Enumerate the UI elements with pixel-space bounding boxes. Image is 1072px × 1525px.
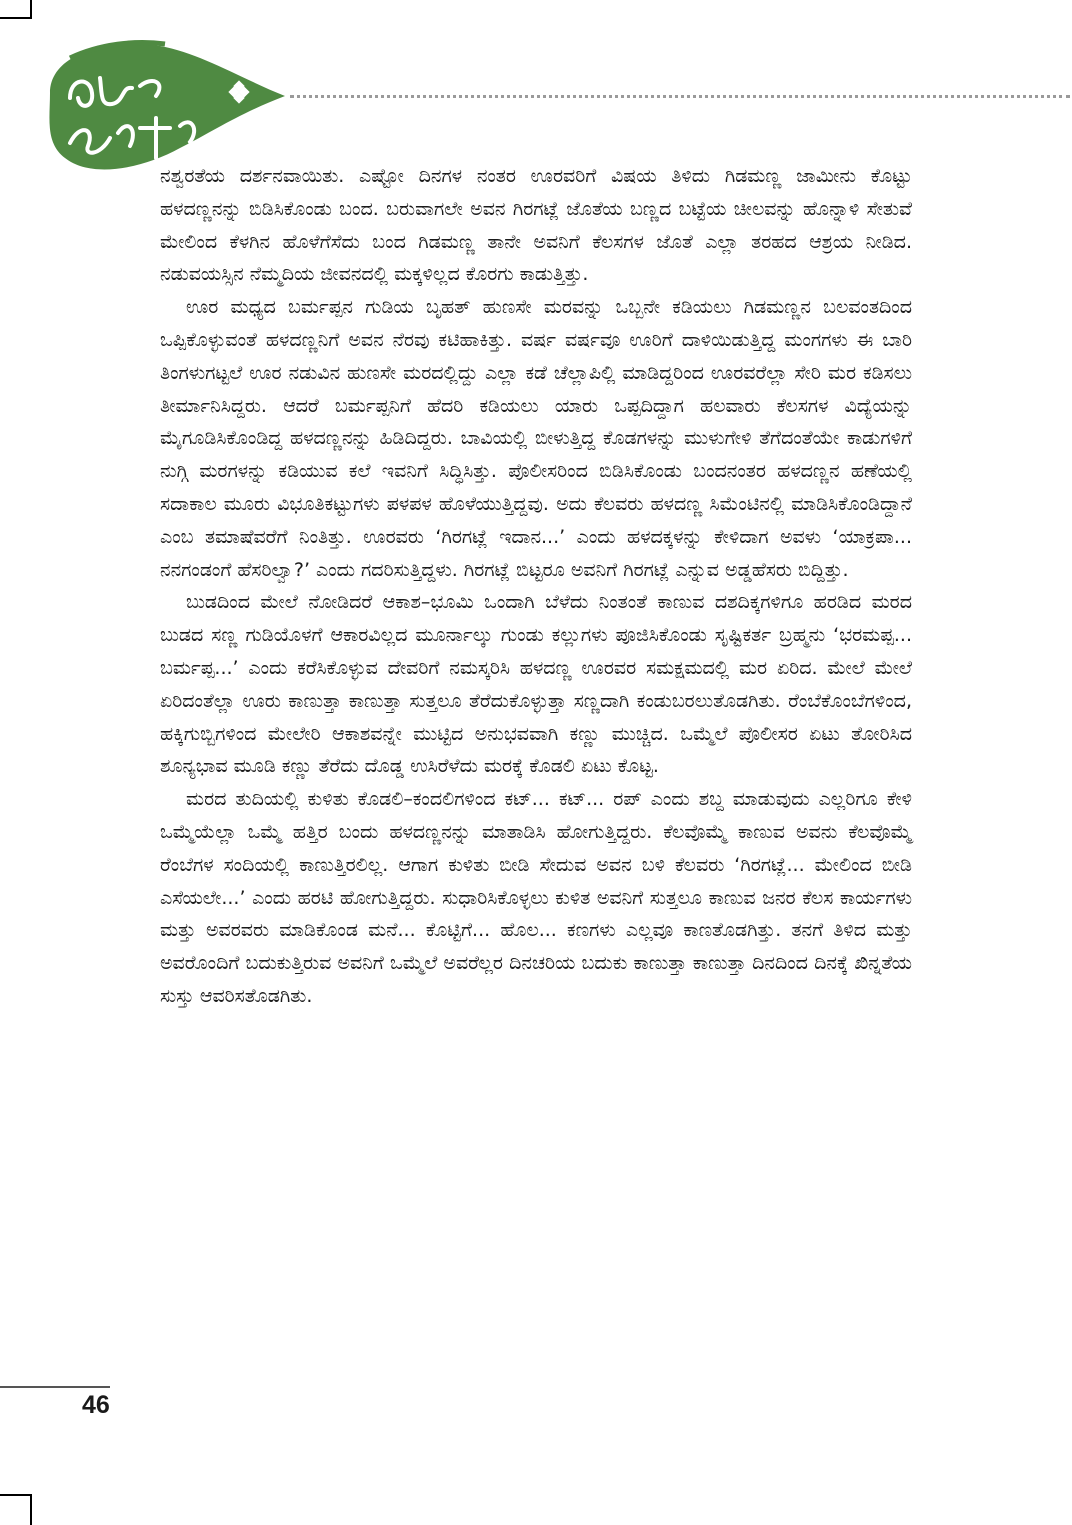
crop-mark-bottom-left-vertical bbox=[30, 1494, 32, 1525]
story-paragraph: ಮರದ ತುದಿಯಲ್ಲಿ ಕುಳಿತು ಕೊಡಲಿ–ಕಂದಲಿಗಳಿಂದ ಕಟ್... ಕಟ್... ರಪ್ ಎಂದು ಶಬ್ದ ಮಾಡುವುದು ಎಲ್ಲರಿಗೂ ಕೇಳಿ ಒಮ್ಮೆಯೆಲ್ಲಾ ಒಮ್ಮೆ ಹತ್ತಿರ ಬಂದು ಹಳದಣ್ಣನನ್ನು ಮಾತಾಡಿಸಿ ಹೋಗುತ್ತಿದ್ದರು. ಕೆಲವೊಮ್ಮೆ ಕಾಣುವ ಅವನು ಕೆಲವೊಮ್ಮೆ ರೆಂಬೆಗಳ ಸಂದಿಯಲ್ಲಿ ಕಾಣುತ್ತಿರಲಿಲ್ಲ. ಆಗಾಗ ಕುಳಿತು ಬೀಡಿ ಸೇದುವ ಅವನ ಬಳಿ ಕೆಲವರು ‘ಗಿರಗಟ್ಲೆ... ಮೇಲಿಂದ ಬೀಡಿ ಎಸೆಯಲೇ...’ ಎಂದು ಹರಟಿ ಹೋಗುತ್ತಿದ್ದರು. ಸುಧಾರಿಸಿಕೊಳ್ಳಲು ಕುಳಿತ ಅವನಿಗೆ ಸುತ್ತಲೂ ಕಾಣುವ ಜನರ ಕೆಲಸ ಕಾರ್ಯಗಳು ಮತ್ತು ಅವರವರು ಮಾಡಿಕೊಂಡ ಮನೆ... ಕೊಟ್ಟಿಗೆ... ಹೊಲ... ಕಣಗಳು ಎಲ್ಲವೂ ಕಾಣತೊಡಗಿತ್ತು. ತನಗೆ ತಿಳಿದ ಮತ್ತು ಅವರೊಂದಿಗೆ ಬದುಕುತ್ತಿರುವ ಅವನಿಗೆ ಒಮ್ಮೆಲೆ ಅವರೆಲ್ಲರ ದಿನಚರಿಯ ಬದುಕು ಕಾಣುತ್ತಾ ಕಾಣುತ್ತಾ ದಿನದಿಂದ ದಿನಕ್ಕೆ ಖಿನ್ನತೆಯ ಸುಸ್ತು ಆವರಿಸತೊಡಗಿತು. bbox=[160, 788, 912, 1007]
header-dotted-rule bbox=[290, 95, 1070, 98]
story-paragraph: ಊರ ಮಧ್ಯದ ಬರ್ಮಪ್ಪನ ಗುಡಿಯ ಬೃಹತ್ ಹುಣಸೇ ಮರವನ್ನು ಒಬ್ಬನೇ ಕಡಿಯಲು ಗಿಡಮಣ್ಣನ ಬಲವಂತದಿಂದ ಒಪ್ಪಿಕೊಳ್ಳುವಂತೆ ಹಳದಣ್ಣನಿಗೆ ಅವನ ನೆರವು ಕಟಿಹಾಕಿತ್ತು. ವರ್ಷ ವರ್ಷವೂ ಊರಿಗೆ ದಾಳಿಯಿಡುತ್ತಿದ್ದ ಮಂಗಗಳು ಈ ಬಾರಿ ತಿಂಗಳುಗಟ್ಟಲೆ ಊರ ನಡುವಿನ ಹುಣಸೇ ಮರದಲ್ಲಿದ್ದು ಎಲ್ಲಾ ಕಡೆ ಚೆಲ್ಲಾಪಿಲ್ಲಿ ಮಾಡಿದ್ದರಿಂದ ಊರವರೆಲ್ಲಾ ಸೇರಿ ಮರ ಕಡಿಸಲು ತೀರ್ಮಾನಿಸಿದ್ದರು. ಆದರೆ ಬರ್ಮಪ್ಪನಿಗೆ ಹೆದರಿ ಕಡಿಯಲು ಯಾರು ಒಪ್ಪದಿದ್ದಾಗ ಹಲವಾರು ಕೆಲಸಗಳ ವಿದ್ಯೆಯನ್ನು ಮೈಗೂಡಿಸಿಕೊಂಡಿದ್ದ ಹಳದಣ್ಣನನ್ನು ಹಿಡಿದಿದ್ದರು. ಬಾವಿಯಲ್ಲಿ ಬೀಳುತ್ತಿದ್ದ ಕೊಡಗಳನ್ನು ಮುಳುಗೇಳಿ ತೆಗೆದಂತೆಯೇ ಕಾಡುಗಳಿಗೆ ನುಗ್ಗಿ ಮರಗಳನ್ನು ಕಡಿಯುವ ಕಲೆ ಇವನಿಗೆ ಸಿದ್ಧಿಸಿತ್ತು. ಪೊಲೀಸರಿಂದ ಬಿಡಿಸಿಕೊಂಡು ಬಂದನಂತರ ಹಳದಣ್ಣನ ಹಣೆಯಲ್ಲಿ ಸದಾಕಾಲ ಮೂರು ವಿಭೂತಿಕಟ್ಟುಗಳು ಪಳಪಳ ಹೊಳೆಯುತ್ತಿದ್ದವು. ಅದು ಕೆಲವರು ಹಳದಣ್ಣ ಸಿಮೆಂಟಿನಲ್ಲಿ ಮಾಡಿಸಿಕೊಂಡಿದ್ದಾನೆ ಎಂಬ ತಮಾಷೆವರೆಗೆ ನಿಂತಿತ್ತು. ಊರವರು ‘ಗಿರಗಟ್ಲೆ ಇದಾನ...’ ಎಂದು ಹಳದಕ್ಕಳನ್ನು ಕೇಳಿದಾಗ ಅವಳು ‘ಯಾಕ್ರಪಾ... ನನಗಂಡಂಗೆ ಹೆಸರಿಲ್ವಾ?’ ಎಂದು ಗದರಿಸುತ್ತಿದ್ದಳು. ಗಿರಗಟ್ಲೆ ಬಿಟ್ಟರೂ ಅವನಿಗೆ ಗಿರಗಟ್ಲೆ ಎನ್ನುವ ಅಡ್ಡಹೆಸರು ಬಿದ್ದಿತ್ತು. bbox=[160, 296, 912, 581]
leaf-logo-graphic bbox=[40, 38, 290, 178]
folio-rule bbox=[0, 1386, 110, 1388]
crop-mark-bottom-left-horizontal bbox=[0, 1494, 32, 1496]
logo-text: ಅರಿ ಸಣ್ಣಕತೆ bbox=[40, 38, 44, 39]
page-number: 46 bbox=[82, 1391, 110, 1419]
story-body bbox=[160, 160, 912, 1013]
crop-mark-top-left-vertical bbox=[30, 0, 32, 18]
crop-mark-top-left-horizontal bbox=[0, 17, 32, 19]
section-logo bbox=[40, 38, 290, 178]
story-paragraph: ಬುಡದಿಂದ ಮೇಲೆ ನೋಡಿದರೆ ಆಕಾಶ–ಭೂಮಿ ಒಂದಾಗಿ ಬೆಳೆದು ನಿಂತಂತೆ ಕಾಣುವ ದಶದಿಕ್ಕಗಳಿಗೂ ಹರಡಿದ ಮರದ ಬುಡದ ಸಣ್ಣ ಗುಡಿಯೊಳಗೆ ಆಕಾರವಿಲ್ಲದ ಮೂರ್ನಾಲ್ಕು ಗುಂಡು ಕಲ್ಲುಗಳು ಪೂಜಿಸಿಕೊಂಡು ಸೃಷ್ಟಿಕರ್ತ ಬ್ರಹ್ಮನು ‘ಭರಮಪ್ಪ... ಬರ್ಮಪ್ಪ...’ ಎಂದು ಕರೆಸಿಕೊಳ್ಳುವ ದೇವರಿಗೆ ನಮಸ್ಕರಿಸಿ ಹಳದಣ್ಣ ಊರವರ ಸಮಕ್ಷಮದಲ್ಲಿ ಮರ ಏರಿದ. ಮೇಲೆ ಮೇಲೆ ಏರಿದಂತೆಲ್ಲಾ ಊರು ಕಾಣುತ್ತಾ ಕಾಣುತ್ತಾ ಸುತ್ತಲೂ ತೆರೆದುಕೊಳ್ಳುತ್ತಾ ಸಣ್ಣದಾಗಿ ಕಂಡುಬರಲುತೊಡಗಿತು. ರೆಂಬೆಕೊಂಬೆಗಳಿಂದ, ಹಕ್ಕಿಗುಬ್ಬಿಗಳಿಂದ ಮೇಲೇರಿ ಆಕಾಶವನ್ನೇ ಮುಟ್ಟಿದ ಅನುಭವವಾಗಿ ಕಣ್ಣು ಮುಚ್ಚಿದ. ಒಮ್ಮೆಲೆ ಪೊಲೀಸರ ಏಟು ತೋರಿಸಿದ ಶೂನ್ಯಭಾವ ಮೂಡಿ ಕಣ್ಣು ತೆರೆದು ದೊಡ್ಡ ಉಸಿರೆಳೆದು ಮರಕ್ಕೆ ಕೊಡಲಿ ಏಟು ಕೊಟ್ಟ. bbox=[160, 591, 912, 778]
story-paragraph: ನಶ್ವರತೆಯ ದರ್ಶನವಾಯಿತು. ಎಷ್ಟೋ ದಿನಗಳ ನಂತರ ಊರವರಿಗೆ ವಿಷಯ ತಿಳಿದು ಗಿಡಮಣ್ಣ ಜಾಮೀನು ಕೊಟ್ಟು ಹಳದಣ್ಣನನ್ನು ಬಿಡಿಸಿಕೊಂಡು ಬಂದ. ಬರುವಾಗಲೇ ಅವನ ಗಿರಗಟ್ಲೆ ಜೊತೆಯ ಬಣ್ಣದ ಬಟ್ಟೆಯ ಚೀಲವನ್ನು ಹೊನ್ನಾಳಿ ಸೇತುವೆ ಮೇಲಿಂದ ಕೆಳಗಿನ ಹೊಳೆಗೆಸೆದು ಬಂದ ಗಿಡಮಣ್ಣ ತಾನೇ ಅವನಿಗೆ ಕೆಲಸಗಳ ಜೊತೆ ಎಲ್ಲಾ ತರಹದ ಆಶ್ರಯ ನೀಡಿದ. ನಡುವಯಸ್ಸಿನ ನೆಮ್ಮದಿಯ ಜೀವನದಲ್ಲಿ ಮಕ್ಕಳಿಲ್ಲದ ಕೊರಗು ಕಾಡುತ್ತಿತ್ತು. bbox=[160, 165, 912, 286]
